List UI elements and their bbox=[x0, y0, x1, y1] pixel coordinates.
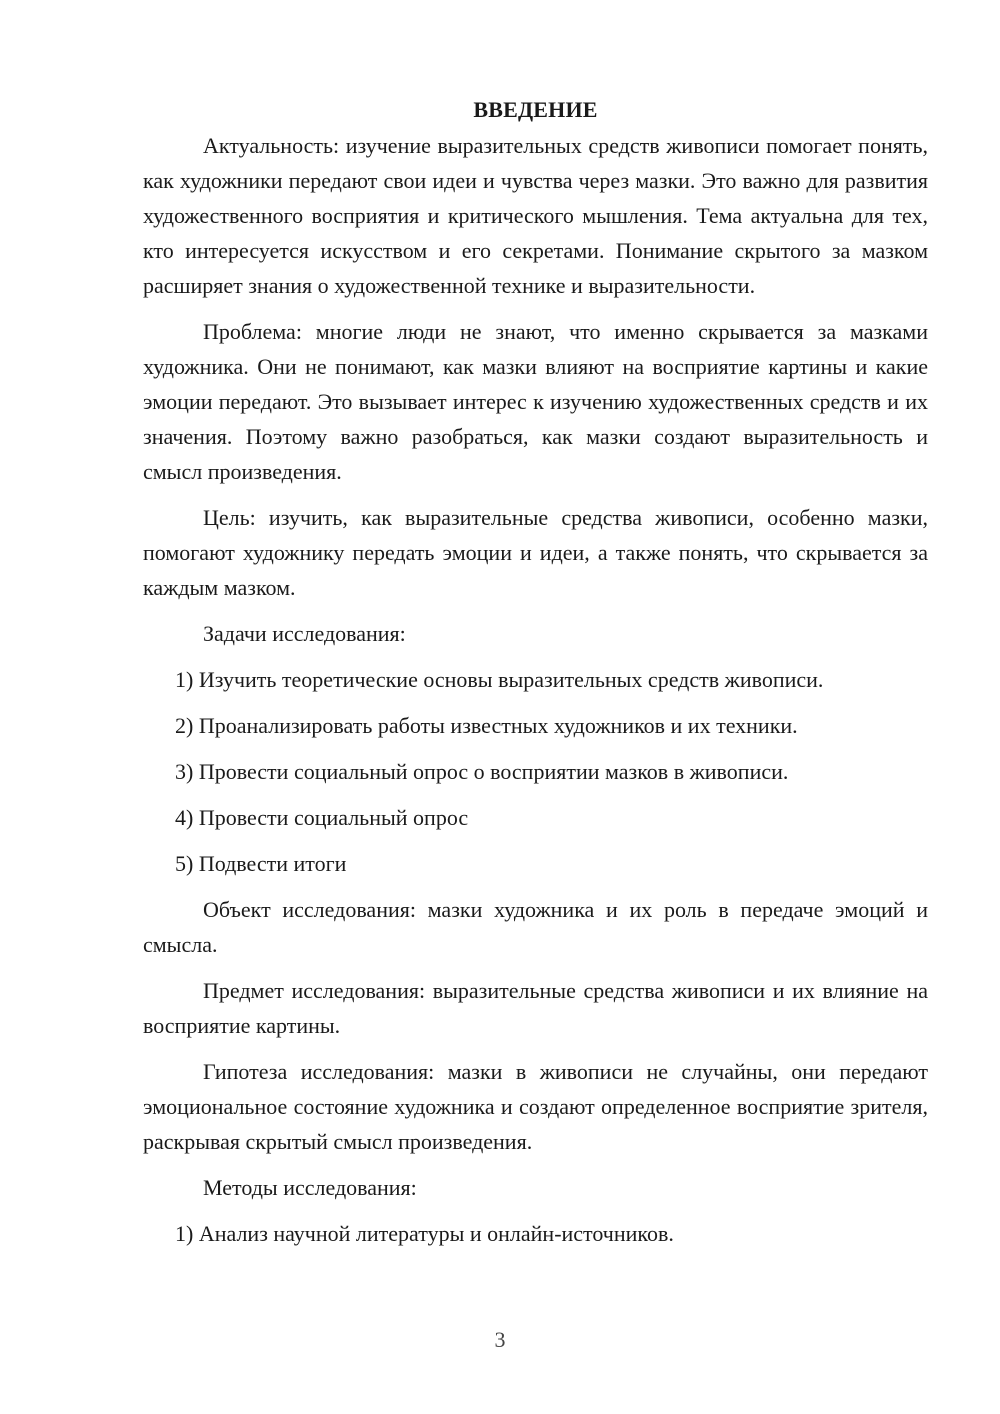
method-item: 1) Анализ научной литературы и онлайн-источников. bbox=[175, 1221, 674, 1246]
task-item: 2) Проанализировать работы известных художников и их техники. bbox=[175, 713, 798, 738]
paragraph-hypothesis: Гипотеза исследования: мазки в живописи не случайны, они передают эмоциональное состояние художника и создают определенное восприятие зрителя, раскрывая скрытый смысл произведения. bbox=[143, 1059, 928, 1154]
section-title: ВВЕДЕНИЕ bbox=[473, 97, 598, 122]
paragraph-object: Объект исследования: мазки художника и их роль в передаче эмоций и смысла. bbox=[143, 897, 928, 957]
page-number: 3 bbox=[494, 1327, 506, 1352]
paragraph-relevance: Актуальность: изучение выразительных средств живописи помогает понять, как художники передают свои идеи и чувства через мазки. Это важно для развития художественного восприятия и критического мышления. Тема актуальна для тех, кто интересуется искусством и его секретами. Понимание скрытого за мазком расширяет знания о художественной технике и выразительности. bbox=[143, 133, 928, 298]
task-item: 3) Провести социальный опрос о восприятии мазков в живописи. bbox=[175, 759, 789, 784]
paragraph-subject: Предмет исследования: выразительные средства живописи и их влияние на восприятие картины. bbox=[143, 978, 928, 1038]
task-item: 5) Подвести итоги bbox=[175, 851, 347, 876]
methods-heading: Методы исследования: bbox=[203, 1175, 417, 1200]
tasks-heading: Задачи исследования: bbox=[203, 621, 406, 646]
paragraph-problem: Проблема: многие люди не знают, что именно скрывается за мазками художника. Они не понимают, как мазки влияют на восприятие картины и какие эмоции передают. Это вызывает интерес к изучению художественных средств и их значения. Поэтому важно разобраться, как мазки создают выразительность и смысл произведения. bbox=[143, 319, 928, 484]
paragraph-goal: Цель: изучить, как выразительные средства живописи, особенно мазки, помогают художнику передать эмоции и идеи, а также понять, что скрывается за каждым мазком. bbox=[143, 505, 928, 600]
document-page bbox=[143, 92, 928, 1262]
task-item: 4) Провести социальный опрос bbox=[175, 805, 469, 830]
task-item: 1) Изучить теоретические основы выразительных средств живописи. bbox=[175, 667, 824, 692]
